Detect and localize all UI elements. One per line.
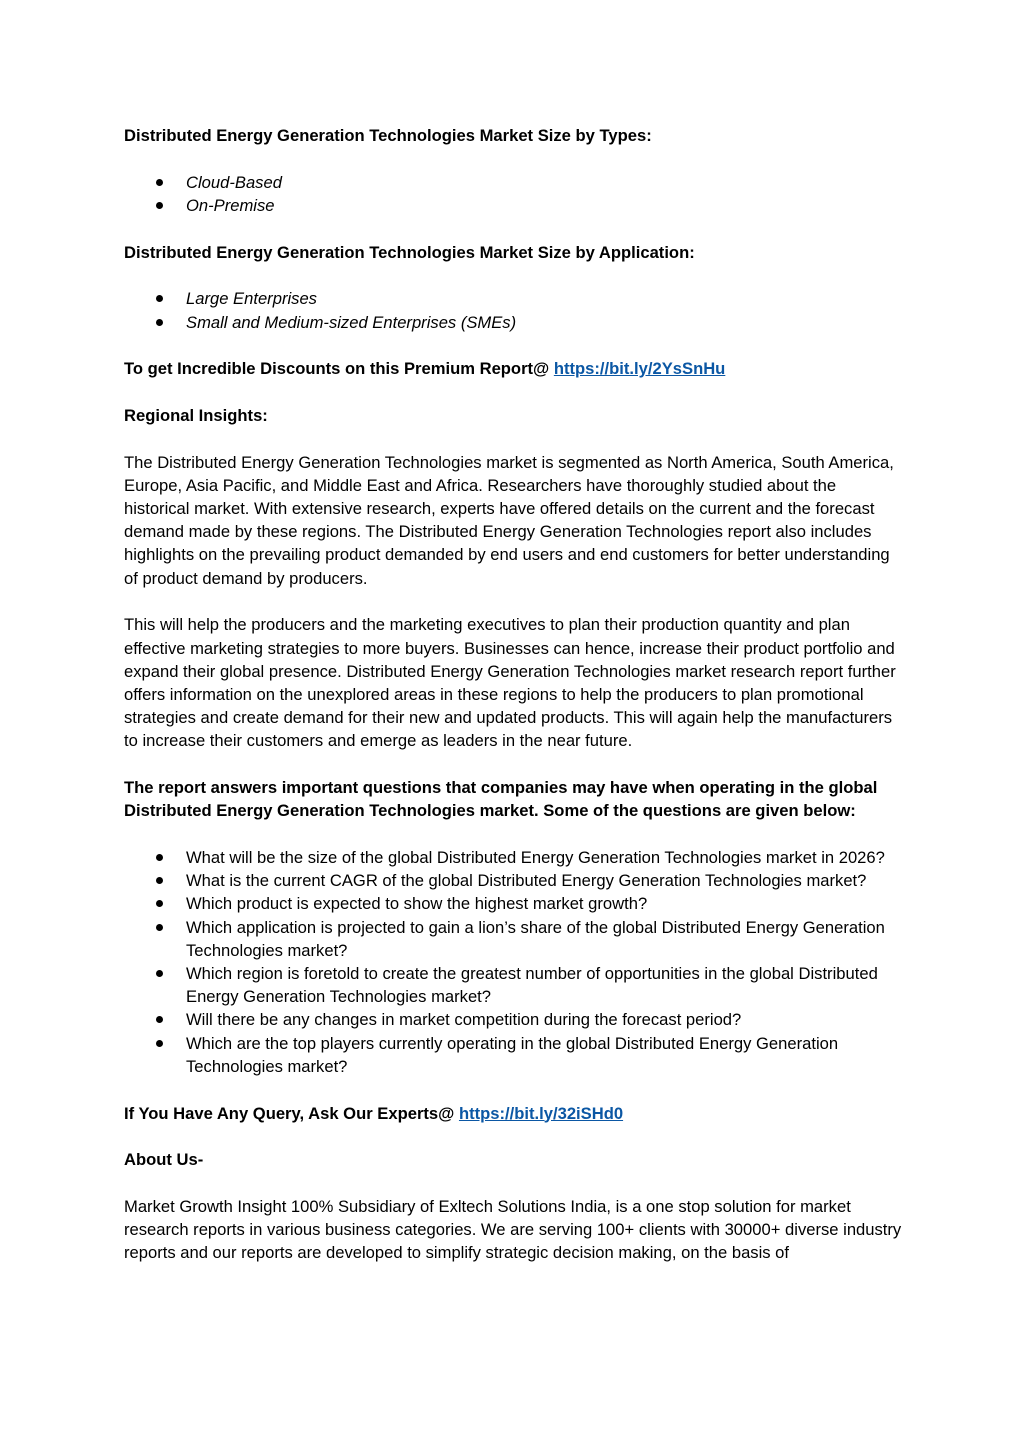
list-item (124, 892, 904, 915)
questions-list (124, 846, 904, 1078)
spacer (124, 590, 904, 614)
bullet-icon (156, 970, 163, 977)
spacer (124, 427, 904, 451)
spacer (124, 753, 904, 777)
application-list (124, 287, 904, 333)
about-heading: About Us- (124, 1150, 204, 1170)
bullet-icon (156, 1016, 163, 1023)
bullet-icon (156, 295, 163, 302)
types-heading: Distributed Energy Generation Technologies Market Size by Types: (124, 126, 652, 145)
list-item-text: Will there be any changes in market competition during the forecast period? (186, 1010, 742, 1030)
list-item (124, 1008, 904, 1031)
list-item-text: Which application is projected to gain a lion’s share of the global Distributed Energy Generation Technologies market? (186, 917, 885, 960)
bullet-icon (156, 900, 163, 907)
list-item (124, 962, 904, 1008)
list-item (124, 846, 904, 869)
bullet-icon (156, 319, 163, 326)
regional-paragraph-2: This will help the producers and the marketing executives to plan their production quantity and plan effective marketing strategies to more buyers. Businesses can hence, increase their product portfolio and expand their global presence. Distributed Energy Generation Technologies market research report further offers information on the unexplored areas in these regions to help the producers to plan promotional strategies and create demand for their new and updated products. This will again help the manufacturers to increase their customers and emerge as leaders in the near future. (124, 615, 896, 751)
spacer (124, 147, 904, 171)
spacer (124, 334, 904, 358)
list-item-text: Large Enterprises (186, 289, 317, 309)
spacer (124, 217, 904, 241)
about-paragraph: Market Growth Insight 100% Subsidiary of Exltech Solutions India, is a one stop solution for market research reports in various business categories. We are serving 100+ clients with 30000+ diverse industry reports and our reports are developed to simplify strategic decision making, on the basis of (124, 1196, 902, 1263)
list-item-text: Which are the top players currently operating in the global Distributed Energy Generation Technologies market? (186, 1033, 839, 1076)
list-item-text: Which product is expected to show the highest market growth? (186, 894, 648, 914)
discount-line (124, 357, 904, 380)
questions-heading: The report answers important questions that companies may have when operating in the global Distributed Energy Generation Technologies market. Some of the questions are given below: (124, 778, 878, 821)
bullet-icon (156, 924, 163, 931)
list-item-text: Small and Medium-sized Enterprises (SMEs) (186, 312, 517, 332)
discount-link[interactable]: https://bit.ly/2YsSnHu (553, 359, 726, 379)
bullet-icon (156, 854, 163, 861)
spacer (124, 822, 904, 846)
query-link[interactable]: https://bit.ly/32iSHd0 (458, 1103, 624, 1123)
bullet-icon (156, 877, 163, 884)
list-item-text: What is the current CAGR of the global Distributed Energy Generation Technologies market? (186, 871, 867, 891)
list-item (124, 311, 904, 334)
list-item-text: Cloud-Based (186, 172, 282, 192)
discount-label: To get Incredible Discounts on this Premium Report@ (124, 359, 554, 379)
spacer (124, 264, 904, 288)
application-heading: Distributed Energy Generation Technologies Market Size by Application: (124, 242, 695, 262)
list-item (124, 869, 904, 892)
query-label: If You Have Any Query, Ask Our Experts@ (124, 1103, 459, 1123)
list-item (124, 1032, 904, 1078)
list-item-text: On-Premise (186, 195, 275, 215)
spacer (124, 1171, 904, 1195)
types-list (124, 171, 904, 217)
list-item (124, 287, 904, 310)
list-item (124, 916, 904, 962)
spacer (124, 1125, 904, 1149)
list-item (124, 194, 904, 217)
list-item (124, 171, 904, 194)
list-item-text: What will be the size of the global Distributed Energy Generation Technologies market in 2026? (186, 847, 885, 867)
regional-heading: Regional Insights: (124, 405, 268, 425)
list-item-text: Which region is foretold to create the greatest number of opportunities in the global Distributed Energy Generation Technologies market? (186, 963, 878, 1007)
spacer (124, 1078, 904, 1102)
spacer (124, 380, 904, 404)
bullet-icon (156, 202, 163, 209)
document-page (124, 124, 904, 1265)
bullet-icon (156, 1040, 163, 1047)
bullet-icon (156, 179, 163, 186)
query-line (124, 1102, 904, 1125)
regional-paragraph-1: The Distributed Energy Generation Technologies market is segmented as North America, South America, Europe, Asia Pacific, and Middle East and Africa. Researchers have thoroughly studied about the historical market. With extensive research, experts have offered details on the current and the forecast demand made by these regions. The Distributed Energy Generation Technologies report also includes highlights on the prevailing product demanded by end users and end customers for better understanding of product demand by producers. (124, 452, 894, 588)
